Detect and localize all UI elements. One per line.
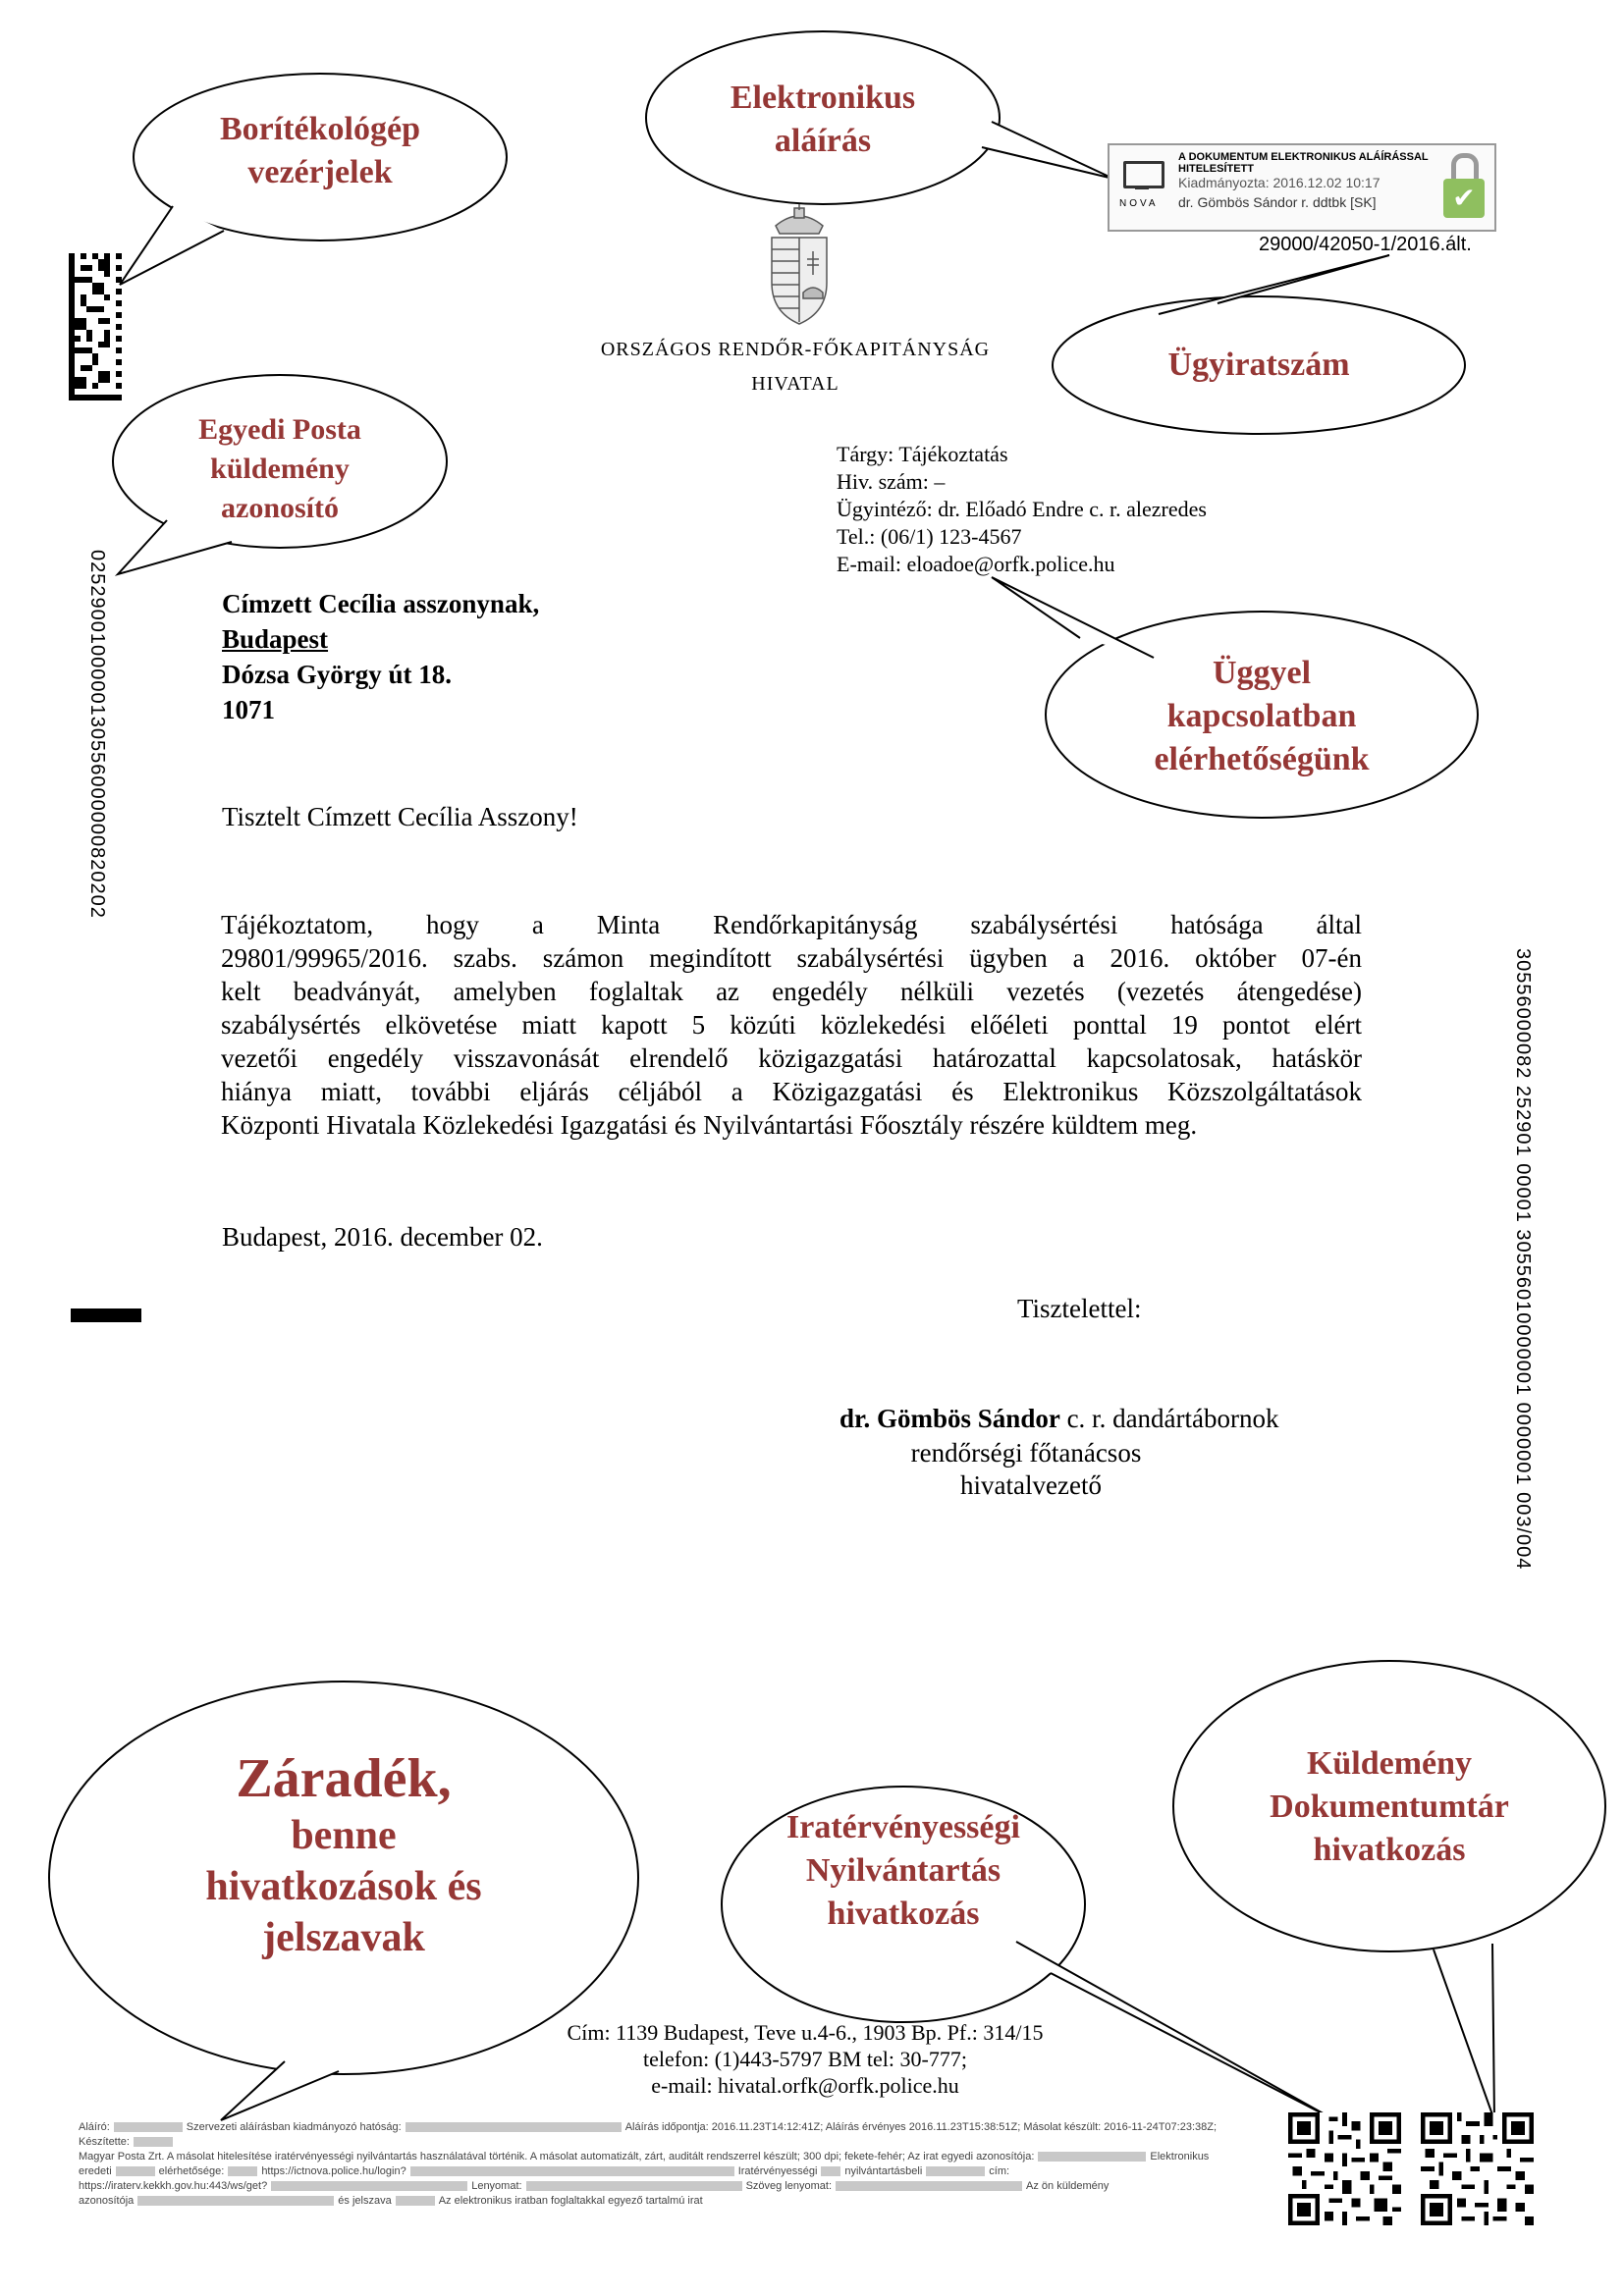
- signature-box-signer: dr. Gömbös Sándor r. ddtbk [SK]: [1178, 194, 1377, 210]
- salutation: Tisztelt Címzett Cecília Asszony!: [222, 802, 578, 831]
- vertical-barcode-right: 30556000082 252901 00001 30556010000001 0000001 003/004: [1512, 948, 1534, 1571]
- qr-code-iratervenyes: [1288, 2112, 1401, 2225]
- lock-check-icon: ✔: [1443, 153, 1485, 222]
- datamatrix-barcode: [69, 253, 122, 400]
- footer-clause: Aláíró: Szervezeti aláírásban kiadmányozó hatóság: Aláírás időpontja: 2016.11.23T14:12:41Z; Aláírás érvényes 2016.11.23T15:38:51Z; Másolat készült: 2016-11-24T07:23:38Z; Készítette: Magyar Posta Zrt. A másolat hitelesítése iratérvényességi nyilvántartás használatával történik. A másolat automatizált, zárt, auditált rendszerrel készült; 300 dpi; fekete-fehér; Az irat egyedi azonosítója: Elektronikus eredeti elérhetősége: https://ictnova.police.hu/login? Iratérvényességi nyilvántartásbeli cím: https://iraterv.kekkh.gov.hu:443/ws/get? Lenyomat: Szöveg lenyomat: Az ön küldemény azonosítója és jelszava Az elektronikus iratban foglaltakkal egyező tartalmú irat: [79, 2121, 1218, 2207]
- body-line: vezetői engedély visszavonását elrendelő közigazgatási határozattal kapcsolatosak, hatáskör: [221, 1043, 1362, 1073]
- nova-logo-icon: NOVA: [1119, 161, 1166, 220]
- body-paragraph: [221, 908, 1362, 1142]
- body-line: kelt beadványát, amelyben foglaltak az engedély nélküli vezetés (vezetés átengedése): [221, 977, 1362, 1006]
- body-line: Központi Hivatala Közlekedési Igazgatási és Nyilvántartási Főosztály részére küldtem meg.: [221, 1110, 1198, 1140]
- signature-rank: c. r. dandártábornok: [1059, 1404, 1279, 1433]
- bubble-elerhetoseg-text: Üggyel kapcsolatban elérhetőségünk: [1154, 655, 1370, 777]
- meta-email: E-mail: eloadoe@orfk.police.hu: [837, 552, 1115, 576]
- meta-tel: Tel.: (06/1) 123-4567: [837, 524, 1022, 549]
- meta-ugyintezo: Ügyintéző: dr. Előadó Endre c. r. alezredes: [837, 497, 1207, 521]
- date-line: Budapest, 2016. december 02.: [222, 1222, 543, 1252]
- signature-line1: [839, 1404, 1279, 1433]
- address-footer: Cím: 1139 Budapest, Teve u.4-6., 1903 Bp. Pf.: 314/15 telefon: (1)443-5797 BM tel: 30-777; e-mail: hivatal.orfk@orfk.police.hu: [567, 2020, 1044, 2098]
- signature-name: dr. Gömbös Sándor: [839, 1404, 1060, 1433]
- bubble-elektronikus-text: Elektronikus aláírás: [730, 80, 916, 159]
- signature-title3: hivatalvezető: [960, 1470, 1102, 1500]
- recipient-zip: 1071: [222, 695, 275, 724]
- bubble-kuldemeny-text: Küldemény Dokumentumtár hivatkozás: [1270, 1745, 1509, 1868]
- body-line: 29801/99965/2016. szabs. számon megindított szabálysértési ügyben a 2016. október 07-én: [221, 943, 1362, 973]
- recipient-name: Címzett Cecília asszonynak,: [222, 589, 540, 618]
- signature-box-header: A DOKUMENTUM ELEKTRONIKUS ALÁÍRÁSSAL HITELESÍTETT: [1178, 151, 1429, 175]
- signature-title2: rendőrségi főtanácsos: [910, 1438, 1142, 1468]
- bubble-posta-text: Egyedi Posta küldemény azonosító: [198, 413, 361, 524]
- bubble-zaradek-text: Záradék, benne hivatkozások és jelszavak: [205, 1748, 482, 1960]
- fold-mark: [71, 1308, 141, 1322]
- meta-hiv: Hiv. szám: –: [837, 469, 946, 494]
- body-line: Tájékoztatom, hogy a Minta Rendőrkapitányság szabálysértési hatósága által: [221, 910, 1362, 939]
- org-name-line1: ORSZÁGOS RENDŐR-FŐKAPITÁNYSÁG: [600, 339, 991, 360]
- recipient-city: Budapest: [222, 624, 329, 654]
- org-name-line2: HIVATAL: [751, 373, 839, 395]
- meta-targy: Tárgy: Tájékoztatás: [837, 442, 1008, 466]
- body-line: hiánya miatt, további eljárás céljából a Közigazgatási és Elektronikus Közszolgáltatások: [221, 1077, 1362, 1106]
- body-line: szabálysértés elkövetése miatt kapott 5 közúti közlekedési előéleti ponttal 19 pontot elért: [221, 1010, 1362, 1040]
- signature-box-issued: Kiadmányozta: 2016.12.02 10:17: [1178, 175, 1380, 190]
- coat-of-arms-icon: [762, 204, 837, 326]
- recipient-street: Dózsa György út 18.: [222, 660, 452, 689]
- bubble-boritek-text: Borítékológép vezérjelek: [220, 111, 420, 190]
- qr-code-kuldemeny: [1421, 2112, 1534, 2225]
- bubble-iratervenyes-text: Iratérvényességi Nyilvántartás hivatkozás: [786, 1809, 1020, 1932]
- vertical-barcode-left: 0252900100000130556000000820202: [86, 550, 108, 919]
- closing: Tisztelettel:: [1017, 1294, 1142, 1323]
- bubble-ugyiratszam-text: Ügyiratszám: [1167, 347, 1350, 383]
- case-number: 29000/42050-1/2016.ált.: [1259, 234, 1472, 255]
- e-signature-box: [1108, 143, 1496, 232]
